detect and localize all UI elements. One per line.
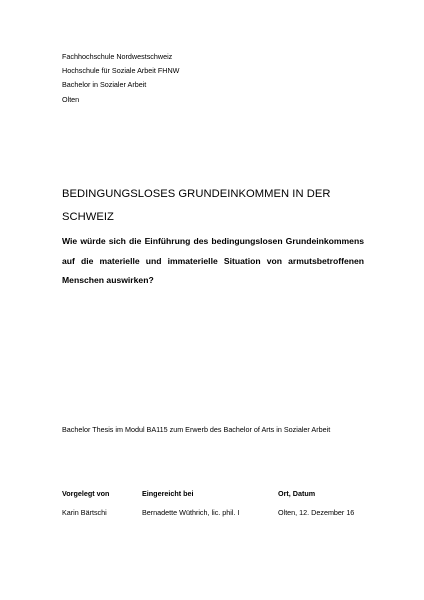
place-date-value: Olten, 12. Dezember 16 bbox=[278, 508, 355, 517]
thesis-title bbox=[62, 183, 372, 229]
institution-university: Fachhochschule Nordwestschweiz bbox=[62, 52, 173, 61]
thesis-title-line-2: SCHWEIZ bbox=[62, 211, 114, 223]
institution-block bbox=[62, 50, 362, 107]
place-date-label: Ort, Datum bbox=[278, 489, 316, 498]
submitted-by-label: Vorgelegt von bbox=[62, 489, 110, 498]
submitted-by-column bbox=[62, 489, 109, 518]
institution-school: Hochschule für Soziale Arbeit FHNW bbox=[62, 66, 180, 76]
institution-program: Bachelor in Sozialer Arbeit bbox=[62, 80, 147, 90]
institution-location: Olten bbox=[62, 94, 80, 104]
research-question: Wie würde sich die Einführung des bedingungslosen Grundeinkommens auf die materielle und immaterielle Situation von armutsbetroffenen Menschen auswirken? bbox=[62, 236, 364, 285]
thesis-note: Bachelor Thesis im Modul BA115 zum Erwerb des Bachelor of Arts in Sozialer Arbeit bbox=[62, 425, 331, 434]
submitted-to-value: Bernadette Wüthrich, lic. phil. I bbox=[142, 508, 240, 517]
submitted-to-label: Eingereicht bei bbox=[142, 489, 194, 498]
place-date-column bbox=[278, 489, 354, 518]
thesis-title-line-1: BEDINGUNGSLOSES GRUNDEINKOMMEN IN DER bbox=[62, 188, 331, 200]
submitted-by-value: Karin Bärtschi bbox=[62, 508, 107, 517]
submitted-to-column bbox=[142, 489, 239, 518]
